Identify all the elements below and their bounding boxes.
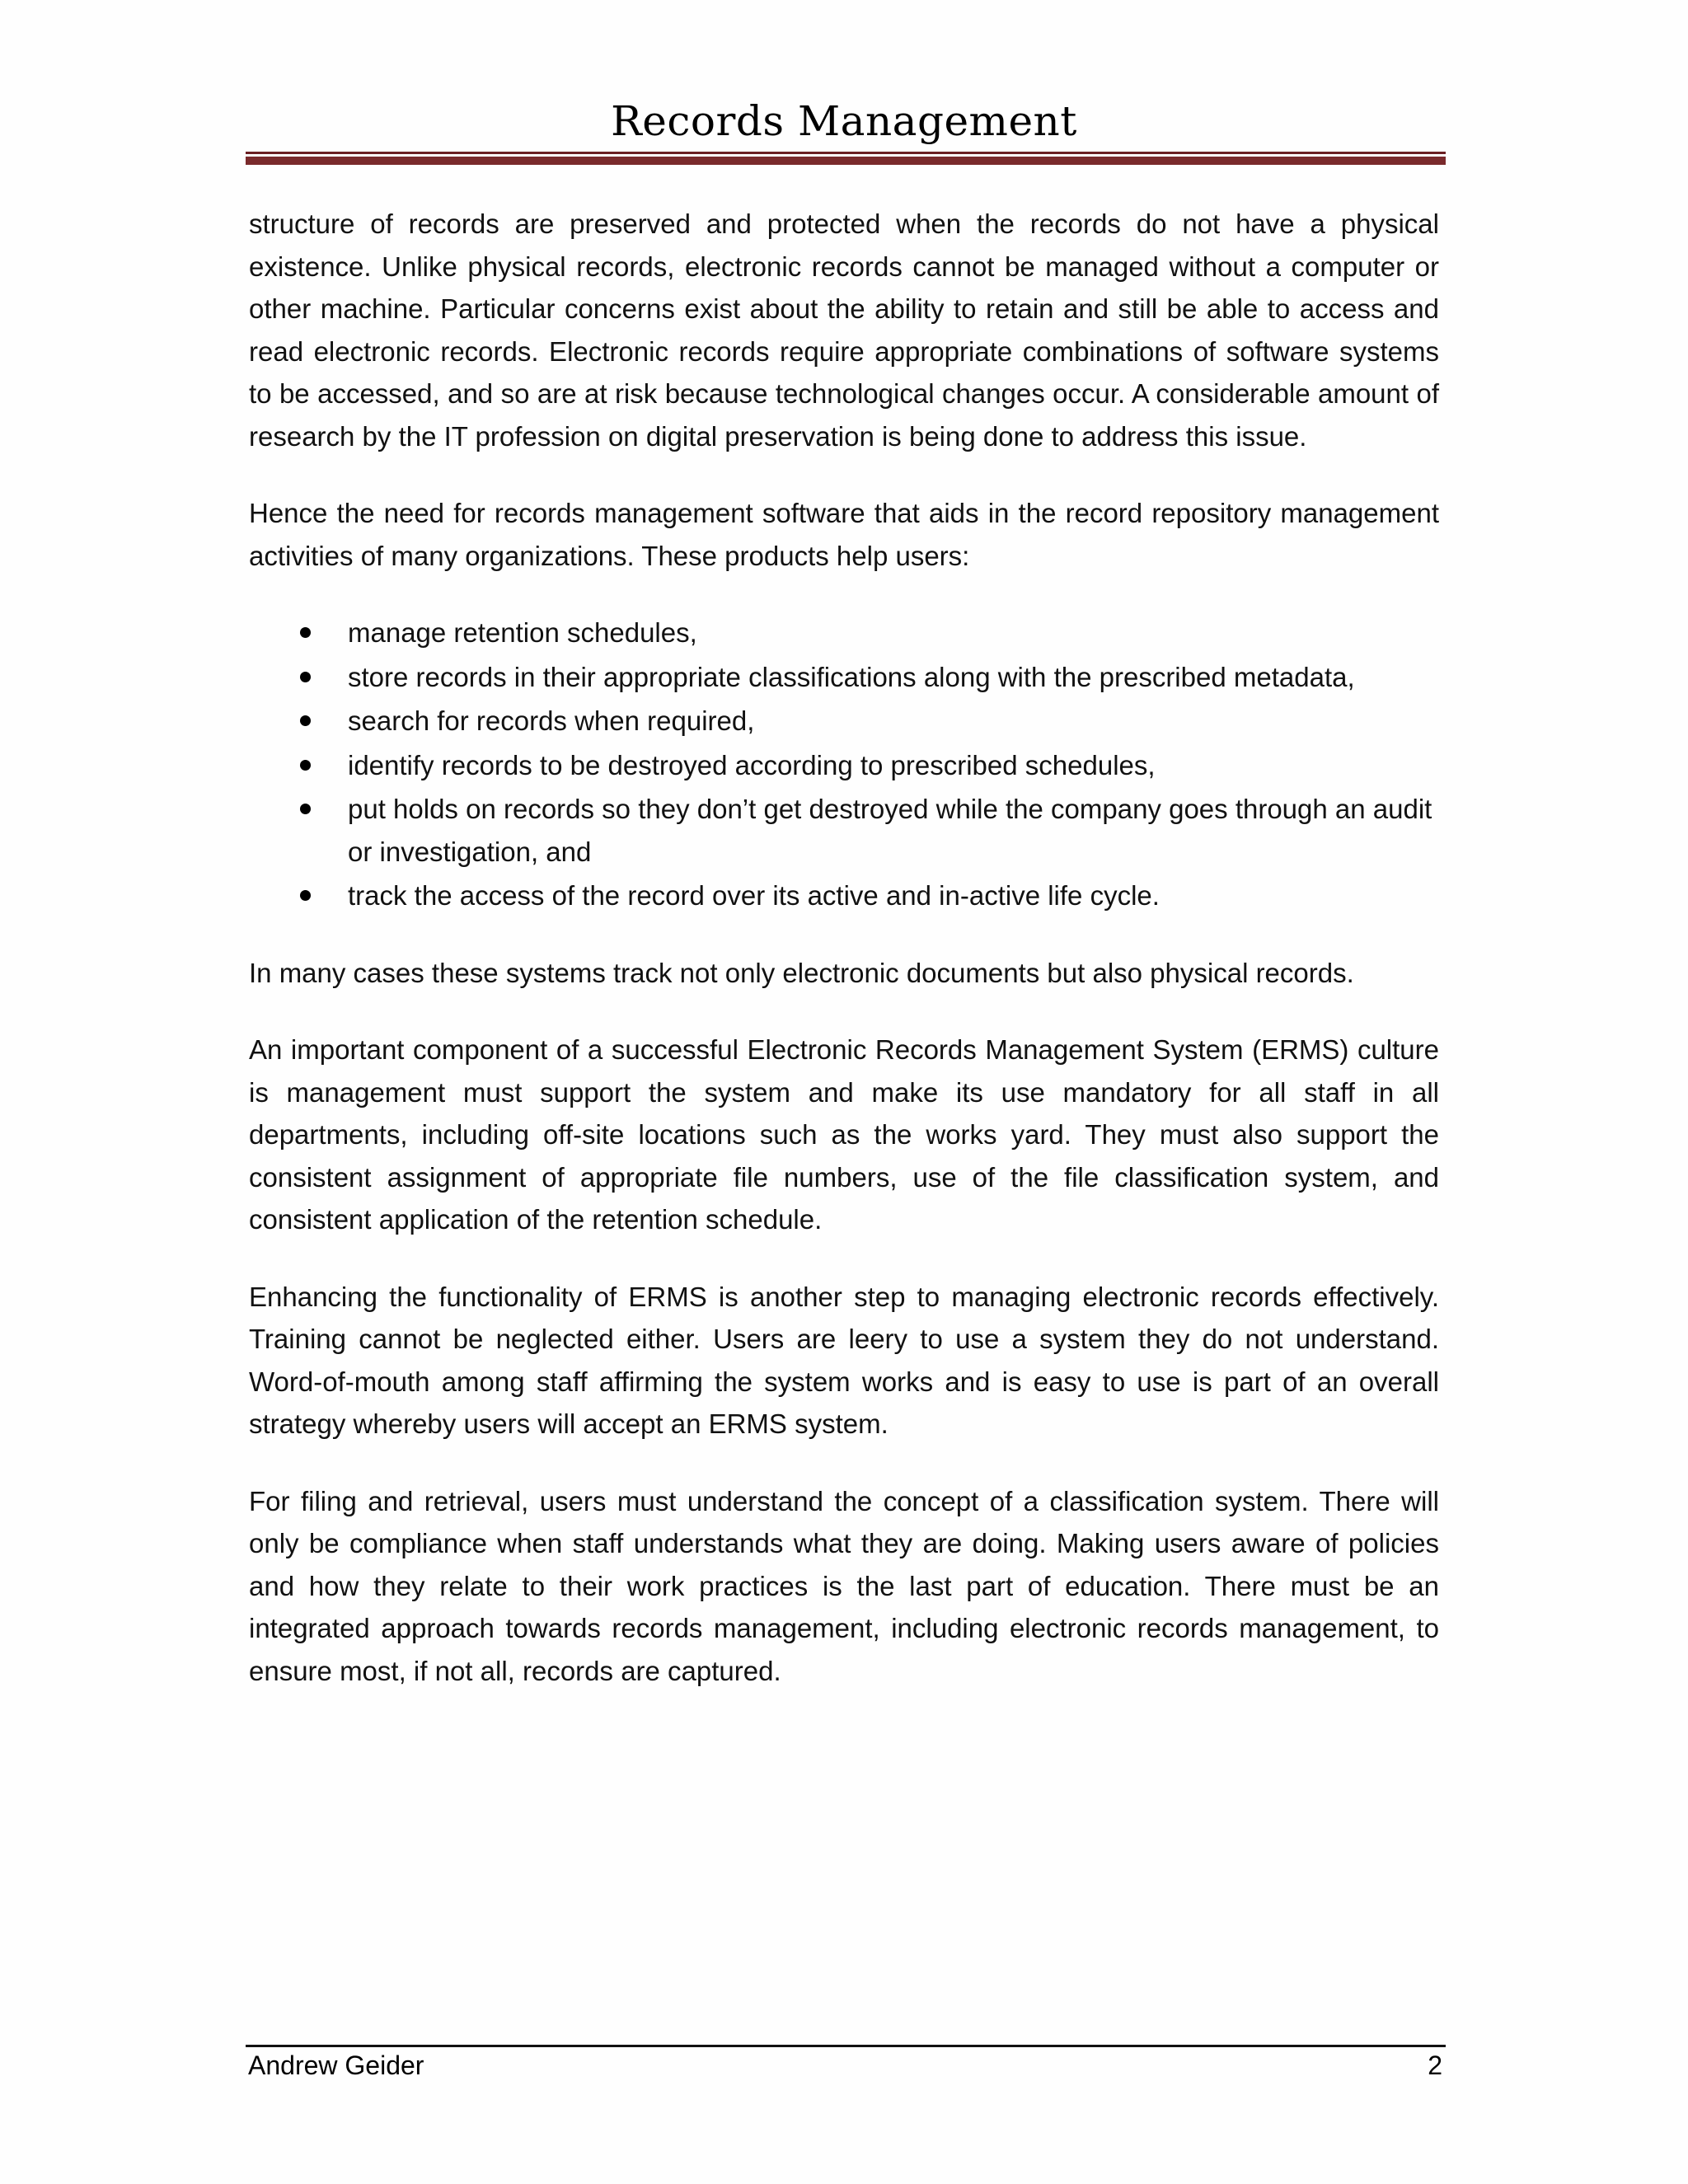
paragraph-6: For filing and retrieval, users must understand the concept of a classification system. There will only be compliance when staff understands what they are doing. Making users aware of policies and how they relate to their work practices is the last part of education. There must be an integrated approach towards records management, including electronic records management, to ensure most, if not all, records are captured.: [249, 1485, 1439, 1686]
list-item-text: track the access of the record over its active and in-active life cycle.: [348, 880, 1160, 911]
paragraph-5: Enhancing the functionality of ERMS is another step to managing electronic records effectively. Training cannot be neglected either. Users are leery to use a system they do not understand. Word-of-mouth among staff affirming the system works and is easy to use is part of an overall strategy whereby users will accept an ERMS system.: [249, 1281, 1439, 1439]
bullet-icon: [300, 672, 311, 682]
list-item: [249, 612, 1439, 654]
paragraph-2: Hence the need for records management software that aids in the record repository management activities of many organizations. These products help users:: [249, 498, 1439, 571]
list-item: [249, 656, 1439, 699]
paragraph-4: An important component of a successful Electronic Records Management System (ERMS) culture is management must support the system and make its use mandatory for all staff in all departments, including off-site locations such as the works yard. They must also support the consistent assignment of appropriate file numbers, use of the file classification system, and consistent application of the retention schedule.: [249, 1034, 1439, 1235]
list-item: [249, 700, 1439, 743]
bullet-icon: [300, 890, 311, 901]
list-item-text: identify records to be destroyed according to prescribed schedules,: [348, 749, 1156, 780]
list-item-text: manage retention schedules,: [348, 617, 697, 648]
list-item-text: search for records when required,: [348, 705, 755, 736]
list-item: [249, 744, 1439, 787]
bullet-icon: [300, 804, 311, 814]
bullet-icon: [300, 760, 311, 771]
bullet-icon: [300, 627, 311, 638]
footer-rule: [246, 2045, 1446, 2047]
page-number: 2: [1428, 2050, 1442, 2080]
paragraph-3: In many cases these systems track not only electronic documents but also physical records.: [249, 957, 1354, 988]
list-item-text: store records in their appropriate classifications along with the prescribed metadata,: [348, 661, 1355, 692]
list-item-text: put holds on records so they don’t get destroyed while the company goes through an audit or investigation, and: [348, 794, 1432, 867]
list-item: [249, 788, 1439, 873]
body-content: [249, 203, 1439, 1727]
list-item: [249, 874, 1439, 917]
paragraph-1: structure of records are preserved and protected when the records do not have a physical existence. Unlike physical records, electronic records cannot be managed without a computer or other machine. Particular concerns exist about the ability to retain and still be able to access and read electronic records. Electronic records require appropriate combinations of software systems to be accessed, and so are at risk because technological changes occur. A considerable amount of research by the IT profession on digital preservation is being done to address this issue.: [249, 209, 1439, 452]
page-header-title: Records Management: [611, 97, 1077, 145]
footer-author: Andrew Geider: [248, 2050, 424, 2080]
header-rule-thin: [246, 152, 1446, 154]
header-rule-thick: [246, 157, 1446, 165]
bullet-list: [249, 612, 1439, 917]
bullet-icon: [300, 715, 311, 726]
